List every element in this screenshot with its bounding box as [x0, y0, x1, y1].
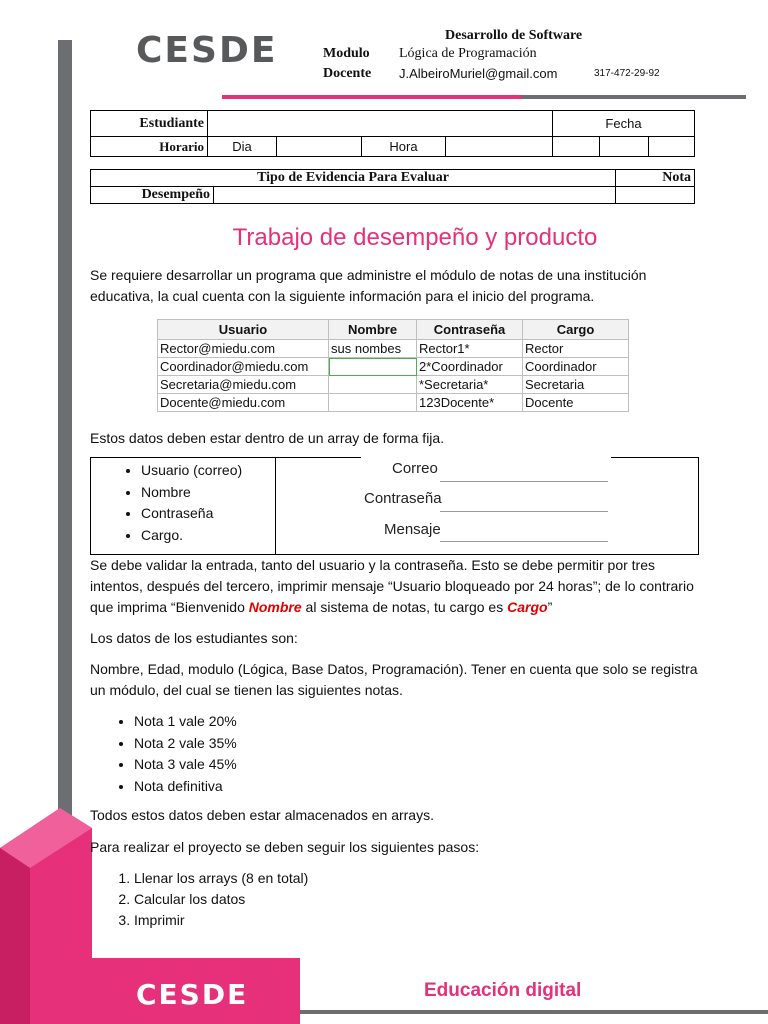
table-row	[158, 394, 629, 412]
footer-cesde-logo: CESDE	[136, 978, 249, 1011]
cell-contrasena: Rector1*	[417, 340, 523, 358]
docente-phone: 317-472-29-92	[594, 68, 660, 79]
desempeno-label: Desempeño	[91, 187, 214, 204]
nota-label: Nota	[616, 170, 695, 187]
hora-field[interactable]	[446, 137, 553, 157]
cesde-logo: CESDE	[136, 30, 278, 71]
arrays-note: Todos estos datos deben estar almacenados en arrays.	[90, 807, 434, 823]
list-item: • Contraseña	[141, 503, 242, 525]
estudiante-field[interactable]	[208, 111, 553, 137]
cell-usuario: Coordinador@miedu.com	[158, 358, 329, 376]
correo-label: Correo	[392, 460, 438, 477]
users-table-header	[158, 320, 629, 340]
list-item: • Cargo.	[141, 525, 242, 547]
header-usuario: Usuario	[158, 320, 329, 340]
nota-field[interactable]	[616, 187, 695, 204]
header-pink-line	[222, 95, 522, 99]
footer-tagline: Educación digital	[424, 980, 582, 1001]
desempeno-field[interactable]	[214, 187, 616, 204]
list-item: • Usuario (correo)	[141, 460, 242, 482]
array-note: Estos datos deben estar dentro de un array de forma fija.	[90, 430, 445, 446]
student-info-table	[90, 110, 695, 157]
contrasena-label: Contraseña	[364, 490, 442, 507]
cell-contrasena: *Secretaria*	[417, 376, 523, 394]
fecha-day-field[interactable]	[553, 137, 600, 157]
cell-usuario: Secretaria@miedu.com	[158, 376, 329, 394]
cell-cargo: Coordinador	[523, 358, 629, 376]
cargo-emphasis: Cargo	[507, 599, 548, 615]
left-decor-bar	[58, 40, 72, 860]
notas-list	[90, 711, 237, 797]
list-item: • Nota definitiva	[134, 776, 237, 798]
validation-paragraph	[90, 555, 710, 618]
dia-label: Dia	[208, 137, 277, 157]
intro-paragraph: Se requiere desarrollar un programa que administre el módulo de notas de una institución educativa, la cual cuenta con la siguiente información para el inicio del programa.	[90, 267, 647, 304]
validation-text-2: al sistema de notas, tu cargo es	[301, 599, 508, 615]
steps-list	[90, 868, 308, 931]
docente-label: Docente	[323, 66, 372, 81]
students-intro: Los datos de los estudiantes son:	[90, 630, 298, 646]
estudiante-label: Estudiante	[91, 111, 208, 137]
table-row	[158, 376, 629, 394]
list-item: • Nota 3 vale 45%	[134, 754, 237, 776]
tipo-evidencia-label: Tipo de Evidencia Para Evaluar	[91, 170, 616, 187]
login-form-mockup	[90, 457, 699, 555]
validation-text-3: ”	[547, 599, 553, 615]
page-title: Trabajo de desempeño y producto	[232, 224, 598, 251]
form-bullet-list	[91, 460, 242, 546]
modulo-label: Modulo	[323, 46, 370, 61]
cell-cargo: Docente	[523, 394, 629, 412]
mensaje-label: Mensaje	[384, 521, 441, 538]
list-item: 3. Imprimir	[134, 910, 308, 931]
evaluation-table	[90, 169, 695, 204]
list-item: • Nota 1 vale 20%	[134, 711, 237, 733]
form-divider	[275, 458, 276, 554]
contrasena-input[interactable]	[440, 511, 608, 512]
nombre-emphasis: Nombre	[248, 599, 302, 615]
table-row	[158, 340, 629, 358]
cell-cargo: Secretaria	[523, 376, 629, 394]
table-row	[158, 358, 629, 376]
users-table	[157, 319, 629, 412]
fecha-label: Fecha	[553, 111, 695, 137]
header-cargo: Cargo	[523, 320, 629, 340]
students-description: Nombre, Edad, modulo (Lógica, Base Datos, Programación). Tener en cuenta que solo se registra un módulo, del cual se tienen las siguientes notas.	[90, 661, 698, 698]
fecha-year-field[interactable]	[649, 137, 695, 157]
correo-input[interactable]	[440, 481, 608, 482]
horario-label: Horario	[91, 137, 208, 157]
hora-label: Hora	[362, 137, 446, 157]
header-contrasena: Contraseña	[417, 320, 523, 340]
docente-email: J.AlbeiroMuriel@gmail.com	[399, 66, 558, 81]
cell-usuario: Rector@miedu.com	[158, 340, 329, 358]
steps-intro: Para realizar el proyecto se deben seguir los siguientes pasos:	[90, 839, 480, 855]
cell-nombre: sus nombes	[329, 340, 417, 358]
cell-contrasena: 2*Coordinador	[417, 358, 523, 376]
document-title: Desarrollo de Software	[445, 28, 583, 43]
dia-field[interactable]	[277, 137, 362, 157]
validation-text-1: Se debe validar la entrada, tanto del usuario y la contraseña. Esto se debe permitir por tres intentos, después del tercero, imprimir mensaje “Usuario bloqueado por 24 horas”; de lo contrario que imprima “Bienvenido	[90, 557, 694, 615]
header-grey-line	[522, 95, 746, 99]
list-item: 2. Calcular los datos	[134, 889, 308, 910]
header-nombre: Nombre	[329, 320, 417, 340]
footer-grey-line	[300, 1010, 768, 1014]
cell-nombre[interactable]	[329, 358, 417, 376]
mensaje-output	[440, 541, 608, 542]
list-item: • Nota 2 vale 35%	[134, 733, 237, 755]
list-item: 1. Llenar los arrays (8 en total)	[134, 868, 308, 889]
cell-nombre	[329, 376, 417, 394]
cell-contrasena: 123Docente*	[417, 394, 523, 412]
cell-usuario: Docente@miedu.com	[158, 394, 329, 412]
cell-cargo: Rector	[523, 340, 629, 358]
list-item: • Nombre	[141, 482, 242, 504]
modulo-value: Lógica de Programación	[399, 46, 537, 61]
fecha-month-field[interactable]	[600, 137, 649, 157]
cell-nombre	[329, 394, 417, 412]
